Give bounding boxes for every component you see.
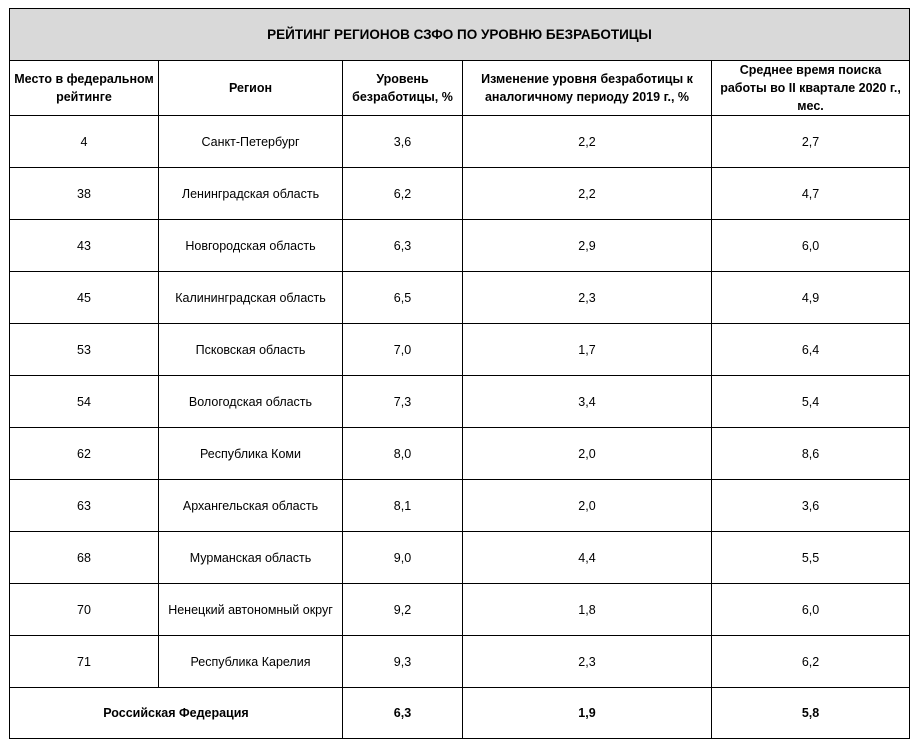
total-unemployment-rate: 6,3 [343,688,463,739]
cell-search-time: 3,6 [712,480,910,532]
table-row [10,272,910,324]
table-row [10,168,910,220]
cell-rank: 45 [10,272,159,324]
total-label: Российская Федерация [10,688,343,739]
cell-change: 2,2 [463,168,712,220]
cell-rank: 53 [10,324,159,376]
total-row [10,688,910,739]
cell-region: Мурманская область [159,532,343,584]
title-row [10,9,910,61]
cell-rank: 71 [10,636,159,688]
cell-search-time: 2,7 [712,116,910,168]
cell-change: 2,3 [463,272,712,324]
cell-search-time: 6,2 [712,636,910,688]
cell-region: Псковская область [159,324,343,376]
table-row [10,324,910,376]
cell-search-time: 6,0 [712,220,910,272]
cell-region: Ненецкий автономный округ [159,584,343,636]
cell-change: 4,4 [463,532,712,584]
column-header-unemployment-rate: Уровень безработицы, % [343,61,463,116]
cell-search-time: 5,4 [712,376,910,428]
table-row [10,480,910,532]
cell-rank: 54 [10,376,159,428]
cell-change: 1,8 [463,584,712,636]
table-row [10,376,910,428]
cell-unemployment-rate: 8,1 [343,480,463,532]
cell-change: 2,0 [463,428,712,480]
column-header-change: Изменение уровня безработицы к аналогичному периоду 2019 г., % [463,61,712,116]
cell-unemployment-rate: 9,2 [343,584,463,636]
column-header-search-time: Среднее время поиска работы во II квартале 2020 г., мес. [712,61,910,116]
cell-rank: 62 [10,428,159,480]
cell-region: Ленинградская область [159,168,343,220]
cell-change: 1,7 [463,324,712,376]
cell-search-time: 4,7 [712,168,910,220]
cell-search-time: 4,9 [712,272,910,324]
cell-search-time: 5,5 [712,532,910,584]
cell-rank: 70 [10,584,159,636]
cell-rank: 38 [10,168,159,220]
table-row [10,532,910,584]
cell-unemployment-rate: 9,3 [343,636,463,688]
column-header-region: Регион [159,61,343,116]
table-row [10,584,910,636]
table-row [10,220,910,272]
cell-unemployment-rate: 7,0 [343,324,463,376]
table-row [10,116,910,168]
total-search-time: 5,8 [712,688,910,739]
cell-change: 2,3 [463,636,712,688]
cell-region: Санкт-Петербург [159,116,343,168]
cell-unemployment-rate: 9,0 [343,532,463,584]
cell-search-time: 6,4 [712,324,910,376]
cell-region: Республика Коми [159,428,343,480]
cell-change: 2,0 [463,480,712,532]
cell-search-time: 6,0 [712,584,910,636]
cell-region: Архангельская область [159,480,343,532]
cell-unemployment-rate: 7,3 [343,376,463,428]
cell-region: Новгородская область [159,220,343,272]
table-row [10,636,910,688]
column-header-row [10,61,910,116]
cell-unemployment-rate: 3,6 [343,116,463,168]
unemployment-table [9,8,910,739]
cell-unemployment-rate: 6,3 [343,220,463,272]
cell-rank: 4 [10,116,159,168]
cell-search-time: 8,6 [712,428,910,480]
cell-rank: 68 [10,532,159,584]
column-header-rank: Место в федеральном рейтинге [10,61,159,116]
cell-rank: 63 [10,480,159,532]
cell-unemployment-rate: 6,2 [343,168,463,220]
cell-unemployment-rate: 8,0 [343,428,463,480]
cell-change: 2,9 [463,220,712,272]
cell-unemployment-rate: 6,5 [343,272,463,324]
cell-region: Калининградская область [159,272,343,324]
cell-rank: 43 [10,220,159,272]
table-row [10,428,910,480]
table-title: РЕЙТИНГ РЕГИОНОВ СЗФО ПО УРОВНЮ БЕЗРАБОТИЦЫ [10,9,910,61]
cell-region: Республика Карелия [159,636,343,688]
cell-region: Вологодская область [159,376,343,428]
cell-change: 3,4 [463,376,712,428]
total-change: 1,9 [463,688,712,739]
cell-change: 2,2 [463,116,712,168]
